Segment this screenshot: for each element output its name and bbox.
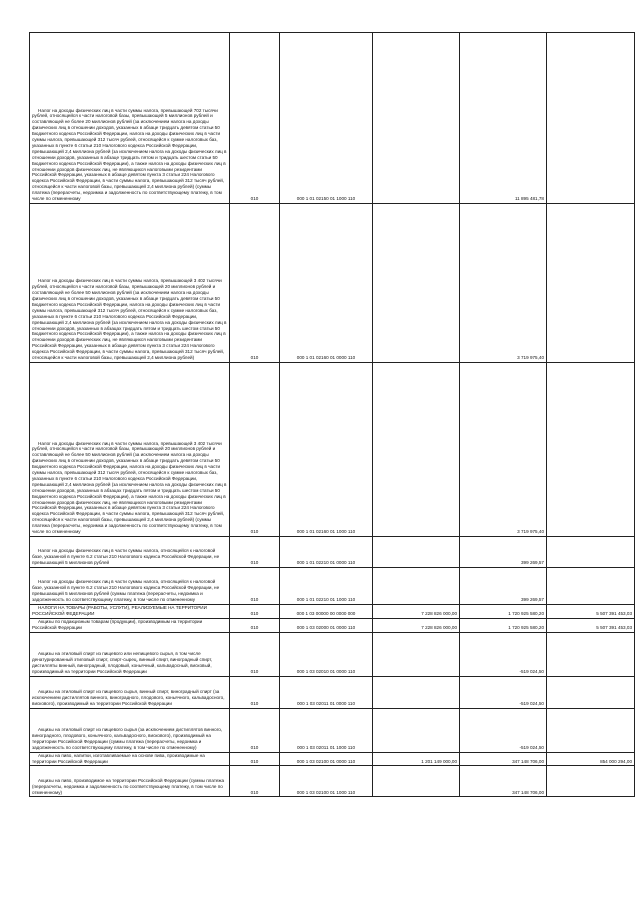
row-name: Налог на доходы физических лиц в части суммы налога, относящейся к налоговой базе, указанной в пункте 6.2 статьи 210 Налогового кодекса Российской Федерации, не превышающей 5 миллионов рублей bbox=[30, 537, 230, 568]
row-kbk: 000 1 01 02210 01 0000 110 bbox=[280, 537, 373, 568]
table-row bbox=[30, 676, 635, 708]
row-unexec: 5 507 391 453,03 bbox=[547, 618, 635, 632]
row-kbk: 000 1 01 02160 01 0000 110 bbox=[280, 204, 373, 363]
row-name: Акцизы на пиво, производимое на территории Российской Федерации (суммы платежа (перерасчеты, недоимка и задолженность по соответствующему платежу, в том числе по отмененному) bbox=[30, 766, 230, 797]
row-name: Акцизы на этиловый спирт из пищевого сырья, винный спирт, виноградный спирт (за исключением дистиллятов винного, виноградного, плодового, коньячного, кальвадосного, вискового), производимый на территории Российской Федерации bbox=[30, 676, 230, 708]
table-row bbox=[30, 33, 635, 204]
row-plan bbox=[373, 766, 460, 797]
row-code: 010 bbox=[230, 363, 280, 537]
row-kbk: 000 1 03 02100 01 0000 110 bbox=[280, 752, 373, 766]
table-row bbox=[30, 618, 635, 632]
table-row bbox=[30, 568, 635, 605]
row-code: 010 bbox=[230, 752, 280, 766]
row-exec: 399 269,57 bbox=[460, 568, 547, 605]
row-unexec bbox=[547, 676, 635, 708]
table-row bbox=[30, 204, 635, 363]
row-name: Налог на доходы физических лиц в части суммы налога, превышающей 702 тысячи рублей, относящейся к части налоговой базы, превышающей 5 миллионов рублей и составляющей не более 20 миллионов рублей (за исключением налога на доходы физических лиц в отношении доходов, указанных в абзаце тридцать девятом статьи 50 Бюджетного кодекса Российской Федерации, налога на доходы физических лиц в части суммы налога, превышающей 312 тысяч рублей, относящейся к сумме налоговых баз, указанных в пункте 6 статьи 210 Налогового кодекса Российской Федерации, превышающей 2,4 миллиона рублей (за исключением налога на доходы физических лиц в отношении доходов, указанных в абзаце тридцать пятом и тридцать шестом статьи 50 Бюджетного кодекса Российской Федерации), а также налога на доходы физических лиц в отношении доходов физических лиц, не являющихся налоговыми резидентами Российской Федерации, указанных в абзаце девятом пункта 3 статьи 224 Налогового кодекса Российской Федерации, в части суммы налога, превышающей 312 тысяч рублей, относящейся к части налоговой базы, превышающей 2,4 миллиона рублей) (суммы платежа (перерасчеты, недоимка и задолженность по соответствующему платежу, в том числе по отмененному bbox=[30, 33, 230, 204]
table-row bbox=[30, 537, 635, 568]
table-body bbox=[30, 33, 635, 797]
table-row bbox=[30, 632, 635, 676]
row-plan bbox=[373, 632, 460, 676]
row-kbk: 000 1 03 00000 00 0000 000 bbox=[280, 605, 373, 619]
row-plan bbox=[373, 537, 460, 568]
row-kbk: 000 1 01 02210 01 1000 110 bbox=[280, 568, 373, 605]
row-code: 010 bbox=[230, 605, 280, 619]
row-name: Налог на доходы физических лиц в части суммы налога, превышающей 3 402 тысячи рублей, относящейся к части налоговой базы, превышающей 20 миллионов рублей и составляющей не более 50 миллионов рублей (за исключением налога на доходы физических лиц в отношении доходов, указанных в абзаце тридцать девятом статьи 50 Бюджетного кодекса Российской Федерации, налога на доходы физических лиц в части суммы налога, превышающей 312 тысяч рублей, относящейся к сумме налоговых баз, указанных в пункте 6 статьи 210 Налогового кодекса Российской Федерации, превышающей 2,4 миллиона рублей (за исключением налога на доходы физических лиц в отношении доходов, указанных в абзацах тридцать пятом и тридцать шестом статьи 50 Бюджетного кодекса Российской Федерации), а также налога на доходы физических лиц в отношении доходов физических лиц, не являющихся налоговыми резидентами Российской Федерации, указанных в абзаце девятом пункта 3 статьи 224 Налогового кодекса Российской Федерации, в части суммы налога, превышающей 312 тысяч рублей, относящейся к части налоговой базы, превышающей 2,4 миллиона рублей) bbox=[30, 204, 230, 363]
row-exec: 11 895 481,78 bbox=[460, 33, 547, 204]
row-unexec bbox=[547, 33, 635, 204]
row-exec: 3 719 975,40 bbox=[460, 363, 547, 537]
table-row bbox=[30, 766, 635, 797]
row-exec: 3 719 975,40 bbox=[460, 204, 547, 363]
row-exec: 1 720 925 580,20 bbox=[460, 618, 547, 632]
row-exec: 399 269,57 bbox=[460, 537, 547, 568]
row-kbk: 000 1 01 02150 01 1000 110 bbox=[280, 33, 373, 204]
table-row bbox=[30, 605, 635, 619]
table-row bbox=[30, 752, 635, 766]
row-name: Налог на доходы физических лиц в части суммы налога, относящейся к налоговой базе, указанной в пункте 6.2 статьи 210 Налогового кодекса Российской Федерации, не превышающей 5 миллионов рублей (суммы платежа (перерасчеты, недоимка и задолженность по соответствующему платежу, в том числе по отмененному bbox=[30, 568, 230, 605]
row-name: Акцизы на этиловый спирт из пищевого сырья (за исключением дистиллятов винного, виноградного, плодового, коньячного, кальвадосного, вискового), производимый на территории Российской Федерации (суммы платежа (перерасчеты, недоимка и задолженность по соответствующему платежу, в том числе по отмененному) bbox=[30, 708, 230, 752]
row-exec: 347 148 706,00 bbox=[460, 766, 547, 797]
row-exec: 1 720 925 580,20 bbox=[460, 605, 547, 619]
table-row bbox=[30, 708, 635, 752]
row-plan bbox=[373, 33, 460, 204]
row-unexec bbox=[547, 708, 635, 752]
row-plan: 1 201 149 000,00 bbox=[373, 752, 460, 766]
row-unexec bbox=[547, 568, 635, 605]
row-code: 010 bbox=[230, 568, 280, 605]
row-unexec bbox=[547, 632, 635, 676]
row-plan bbox=[373, 204, 460, 363]
row-unexec: 5 507 391 453,03 bbox=[547, 605, 635, 619]
row-kbk: 000 1 01 02160 01 1000 110 bbox=[280, 363, 373, 537]
row-unexec bbox=[547, 537, 635, 568]
row-unexec bbox=[547, 363, 635, 537]
row-exec: -519 024,50 bbox=[460, 676, 547, 708]
row-exec: -519 024,50 bbox=[460, 708, 547, 752]
row-plan bbox=[373, 568, 460, 605]
row-name: НАЛОГИ НА ТОВАРЫ (РАБОТЫ, УСЛУГИ), РЕАЛИЗУЕМЫЕ НА ТЕРРИТОРИИ РОССИЙСКОЙ ФЕДЕРАЦИИ bbox=[30, 605, 230, 619]
row-unexec: 854 000 294,00 bbox=[547, 752, 635, 766]
row-plan: 7 228 826 000,00 bbox=[373, 618, 460, 632]
row-code: 010 bbox=[230, 632, 280, 676]
row-name: Налог на доходы физических лиц в части суммы налога, превышающей 3 402 тысячи рублей, относящейся к части налоговой базы, превышающей 20 миллионов рублей и составляющей не более 50 миллионов рублей (за исключением налога на доходы физических лиц в отношении доходов, указанных в абзаце тридцать девятом статьи 50 Бюджетного кодекса Российской Федерации, налога на доходы физических лиц в части суммы налога, превышающей 312 тысяч рублей, относящейся к сумме налоговых баз, указанных в пункте 6 статьи 210 Налогового кодекса Российской Федерации, превышающей 2,4 миллиона рублей (за исключением налога на доходы физических лиц в отношении доходов, указанных в абзацах тридцать пятом и тридцать шестом статьи 50 Бюджетного кодекса Российской Федерации), а также налога на доходы физических лиц в отношении доходов физических лиц, не являющихся налоговыми резидентами Российской Федерации, указанных в абзаце девятом пункта 3 статьи 224 Налогового кодекса Российской Федерации, в части суммы налога, превышающей 312 тысяч рублей, относящейся к части налоговой базы, превышающей 2,4 миллиона рублей) (суммы платежа (перерасчеты, недоимка и задолженность по соответствующему платежу, в том числе по отмененному bbox=[30, 363, 230, 537]
row-name: Акцизы по подакцизным товарам (продукции), производимым на территории Российской Федерации bbox=[30, 618, 230, 632]
row-plan: 7 228 826 000,00 bbox=[373, 605, 460, 619]
row-code: 010 bbox=[230, 537, 280, 568]
budget-execution-table bbox=[29, 32, 635, 797]
row-kbk: 000 1 03 02011 01 0000 110 bbox=[280, 676, 373, 708]
table-row bbox=[30, 363, 635, 537]
row-code: 010 bbox=[230, 766, 280, 797]
row-code: 010 bbox=[230, 33, 280, 204]
row-name: Акцизы на пиво, напитки, изготавливаемые на основе пива, производимые на территории Российской Федерации bbox=[30, 752, 230, 766]
row-kbk: 000 1 03 02011 01 1000 110 bbox=[280, 708, 373, 752]
row-plan bbox=[373, 708, 460, 752]
row-plan bbox=[373, 363, 460, 537]
row-code: 010 bbox=[230, 204, 280, 363]
row-unexec bbox=[547, 204, 635, 363]
row-kbk: 000 1 03 02010 01 0000 110 bbox=[280, 632, 373, 676]
row-kbk: 000 1 03 02000 01 0000 110 bbox=[280, 618, 373, 632]
row-name: Акцизы на этиловый спирт из пищевого или непищевого сырья, в том числе денатурированный этиловый спирт, спирт-сырец, винный спирт, виноградный спирт, дистилляты винный, виноградный, плодовый, коньячный, кальвадосный, висковый, производимый на территории Российской Федерации bbox=[30, 632, 230, 676]
row-kbk: 000 1 03 02100 01 1000 110 bbox=[280, 766, 373, 797]
row-code: 010 bbox=[230, 676, 280, 708]
row-exec: 347 148 706,00 bbox=[460, 752, 547, 766]
row-code: 010 bbox=[230, 618, 280, 632]
row-code: 010 bbox=[230, 708, 280, 752]
row-exec: -519 024,50 bbox=[460, 632, 547, 676]
row-unexec bbox=[547, 766, 635, 797]
row-plan bbox=[373, 676, 460, 708]
